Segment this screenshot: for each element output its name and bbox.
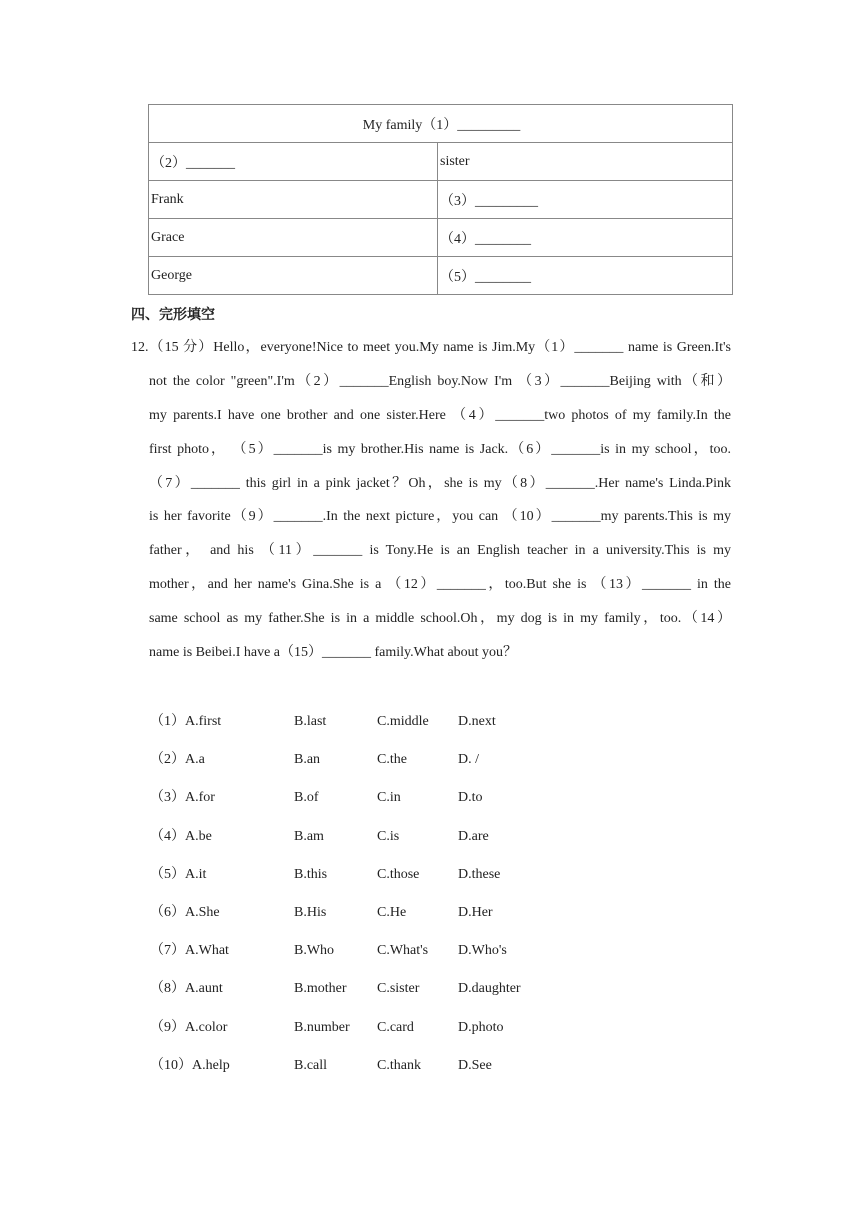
table-cell: Grace	[149, 219, 438, 257]
option-c: C.the	[377, 752, 407, 768]
option-d: D. /	[458, 752, 479, 768]
option-a: （5）A.it	[150, 866, 207, 882]
option-c: C.He	[377, 904, 407, 920]
option-d: D.Her	[458, 904, 493, 920]
option-b: B.number	[294, 1019, 350, 1035]
option-b: B.Who	[294, 943, 335, 959]
option-d: D.See	[458, 1057, 492, 1073]
passage-line: my parents.I have one brother and one sister.Here （4）_______two photos of my family.In the	[149, 407, 731, 423]
table-cell: Frank	[149, 181, 438, 219]
table-cell: George	[149, 257, 438, 295]
option-a: （9）A.color	[150, 1019, 228, 1035]
passage-line: name is Beibei.I have a（15）_______ family.What about you？	[149, 645, 518, 661]
option-c: C.sister	[377, 981, 420, 997]
option-d: D.these	[458, 866, 501, 882]
option-b: B.last	[294, 714, 327, 729]
option-d: D.are	[458, 828, 489, 844]
section-title: 四、完形填空	[131, 307, 215, 323]
passage-line: not the color "green".I'm（2）_______English boy.Now I'm （3）_______Beijing with（和）	[149, 373, 731, 389]
table-row	[149, 219, 733, 257]
option-c: C.What's	[377, 943, 429, 959]
table-row	[149, 181, 733, 219]
option-d: D.photo	[458, 1019, 504, 1035]
option-b: B.call	[294, 1057, 328, 1073]
option-a: （8）A.aunt	[150, 981, 223, 997]
option-d: D.to	[458, 790, 483, 806]
option-c: C.middle	[377, 714, 429, 729]
table-cell: sister	[438, 143, 733, 181]
option-b: B.of	[294, 790, 319, 806]
option-c: C.in	[377, 790, 401, 806]
table-title: My family（1）_________	[149, 105, 733, 143]
option-a: （10）A.help	[150, 1057, 230, 1073]
passage-line: 12.（15 分）Hello，everyone!Nice to meet you.My name is Jim.My（1）_______ name is Green.It's	[131, 340, 731, 355]
option-d: D.daughter	[458, 981, 521, 997]
passage-line: （7）_______ this girl in a pink jacket？Oh，she is my（8）_______.Her name's Linda.Pink	[149, 475, 731, 491]
passage-line: father， and his （11）_______ is Tony.He is an English teacher in a university.This is my	[149, 543, 731, 559]
option-b: B.am	[294, 828, 324, 844]
option-a: （3）A.for	[150, 790, 215, 806]
option-a: （4）A.be	[150, 828, 212, 844]
passage-line: same school as my father.She is in a middle school.Oh，my dog is in my family，too.（14）	[149, 611, 731, 627]
option-c: C.those	[377, 866, 420, 882]
table-row	[149, 143, 733, 181]
table-title-row	[149, 105, 733, 143]
passage-line: is her favorite（9）_______.In the next picture，you can （10）_______my parents.This is my	[149, 509, 731, 525]
option-b: B.His	[294, 904, 327, 920]
option-a: （7）A.What	[150, 943, 229, 959]
passage-line: mother，and her name's Gina.She is a （12）_______，too.But she is （13）_______ in the	[149, 577, 731, 593]
option-d: D.Who's	[458, 943, 507, 959]
cloze-passage	[131, 338, 731, 677]
option-c: C.card	[377, 1019, 414, 1035]
option-b: B.mother	[294, 981, 347, 997]
table-cell: （3）_________	[438, 181, 733, 219]
passage-line: first photo， （5）_______is my brother.His name is Jack.（6）_______is in my school，too.	[149, 441, 731, 457]
option-b: B.this	[294, 866, 328, 882]
option-c: C.is	[377, 828, 400, 844]
family-table	[148, 104, 733, 295]
option-a: （6）A.She	[150, 904, 220, 920]
option-a: （1）A.first	[150, 714, 222, 729]
option-d: D.next	[458, 714, 496, 729]
table-cell: （2）_______	[149, 143, 438, 181]
table-row	[149, 257, 733, 295]
option-a: （2）A.a	[150, 752, 205, 768]
option-b: B.an	[294, 752, 321, 768]
option-c: C.thank	[377, 1057, 421, 1073]
table-cell: （4）________	[438, 219, 733, 257]
table-cell: （5）________	[438, 257, 733, 295]
